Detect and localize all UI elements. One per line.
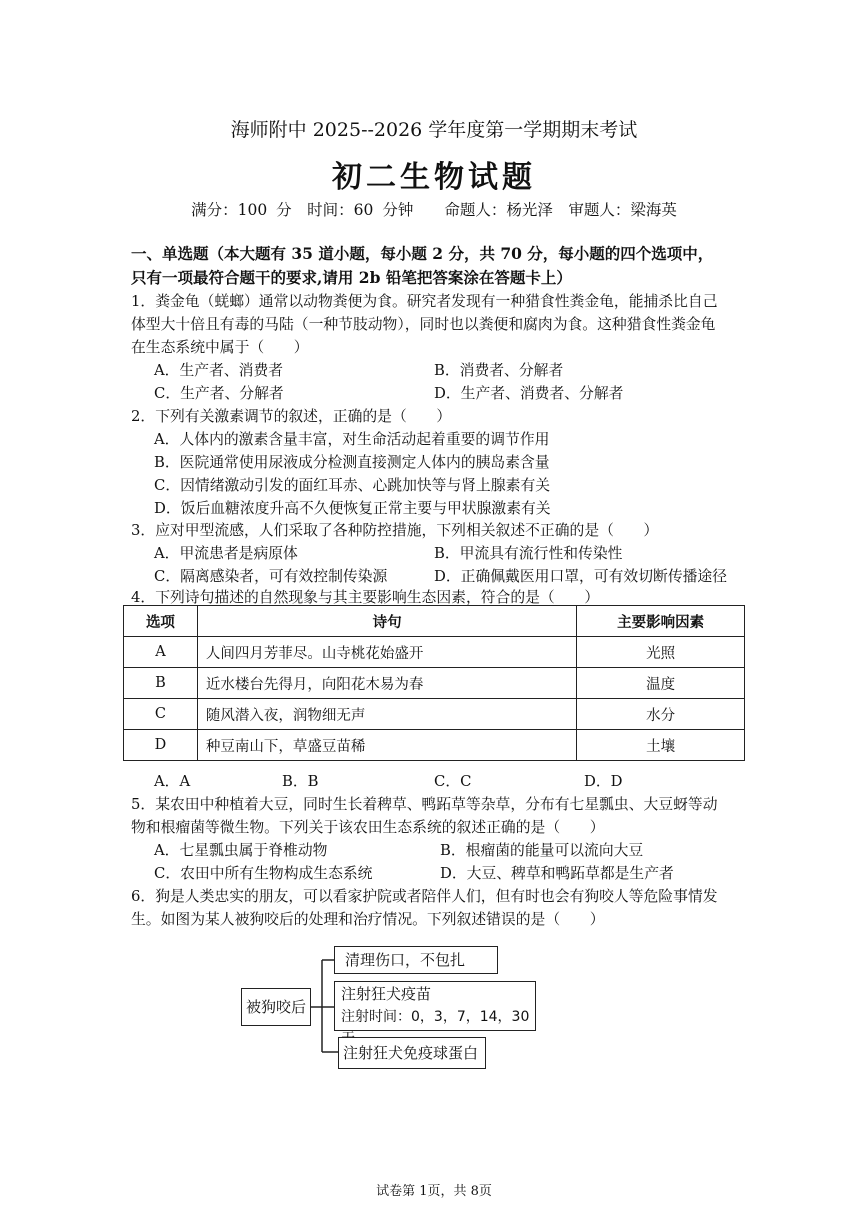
q3-option-d: D．正确佩戴医用口罩，可有效切断传播途径	[434, 568, 728, 585]
q3-option-b: B．甲流具有流行性和传染性	[434, 545, 623, 562]
table-cell: 人间四月芳菲尽。山寺桃花始盛开	[197, 637, 576, 668]
diagram-root-box	[241, 988, 311, 1026]
table-header: 诗句	[197, 606, 576, 637]
diagram-step-clean-wound	[334, 946, 498, 974]
table-cell: 温度	[577, 668, 745, 699]
diagram-root-label: 被狗咬后	[245, 998, 306, 1016]
table-cell: A	[124, 637, 198, 668]
table-cell: 水分	[577, 699, 745, 730]
q4-option-c: C．C	[434, 773, 472, 790]
table-cell: 近水楼台先得月，向阳花木易为春	[197, 668, 576, 699]
q1-stem-line1: 1．粪金龟（蜣螂）通常以动物粪便为食。研究者发现有一种猎食性粪金龟，能捕杀比自己	[131, 293, 718, 310]
table-cell: D	[124, 730, 198, 761]
table-cell: 种豆南山下，草盛豆苗稀	[197, 730, 576, 761]
q3-stem: 3．应对甲型流感，人们采取了各种防控措施，下列相关叙述不正确的是（ ）	[131, 522, 659, 539]
section-heading-line1: 一、单选题（本大题有 35 道小题，每小题 2 分，共 70 分，每小题的四个选项中，	[131, 244, 714, 263]
q6-stem-line2: 生。如图为某人被狗咬后的处理和治疗情况。下列叙述错误的是（ ）	[131, 911, 605, 928]
q2-stem: 2．下列有关激素调节的叙述，正确的是（ ）	[131, 408, 452, 425]
table-header: 选项	[124, 606, 198, 637]
exam-subtitle: 初二生物试题	[332, 160, 536, 195]
q5-stem-line2: 物和根瘤菌等微生物。下列关于该农田生态系统的叙述正确的是（ ）	[131, 819, 605, 836]
table-cell: 随风潜入夜，润物细无声	[197, 699, 576, 730]
table-cell: B	[124, 668, 198, 699]
q4-option-b: B．B	[282, 773, 319, 790]
q4-stem: 4．下列诗句描述的自然现象与其主要影响生态因素，符合的是（ ）	[131, 589, 600, 606]
table-header: 主要影响因素	[577, 606, 745, 637]
exam-title: 海师附中 2025--2026 学年度第一学期期末考试	[230, 119, 638, 141]
table-cell: C	[124, 699, 198, 730]
q3-option-a: A．甲流患者是病原体	[154, 545, 298, 562]
q2-option-c: C．因情绪激动引发的面红耳赤、心跳加快等与肾上腺素有关	[154, 477, 551, 494]
q4-option-d: D．D	[584, 773, 623, 790]
diagram-step-immunoglobulin	[338, 1037, 486, 1069]
q5-option-b: B．根瘤菌的能量可以流向大豆	[440, 842, 644, 859]
q5-option-c: C．农田中所有生物构成生态系统	[154, 865, 373, 882]
q5-option-d: D．大豆、稗草和鸭跖草都是生产者	[440, 865, 674, 882]
q2-option-a: A．人体内的激素含量丰富，对生命活动起着重要的调节作用	[154, 431, 550, 448]
q3-option-c: C．隔离感染者，可有效控制传染源	[154, 568, 388, 585]
q1-stem-line2: 体型大十倍且有毒的马陆（一种节肢动物），同时也以粪便和腐肉为食。这种猎食性粪金龟	[131, 316, 716, 333]
diagram-immunoglobulin-label: 注射狂犬免疫球蛋白	[343, 1044, 479, 1062]
diagram-vaccine-label: 注射狂犬疫苗	[341, 985, 432, 1003]
q6-stem-line1: 6．狗是人类忠实的朋友，可以看家护院或者陪伴人们，但有时也会有狗咬人等危险事情发	[131, 888, 718, 905]
diagram-vaccine-schedule: 注射时间：0，3，7，14，30	[341, 1009, 530, 1025]
q5-option-a: A．七星瓢虫属于脊椎动物	[154, 842, 328, 859]
diagram-step-clean-label: 清理伤口，不包扎	[345, 951, 466, 969]
q5-stem-line1: 5．某农田中种植着大豆，同时生长着稗草、鸭跖草等杂草，分布有七星瓢虫、大豆蚜等动	[131, 796, 718, 813]
q1-option-d: D．生产者、消费者、分解者	[434, 385, 624, 402]
page-footer: 试卷第 1页，共 8页	[376, 1184, 492, 1199]
q4-option-a: A．A	[154, 773, 191, 790]
table-cell: 光照	[577, 637, 745, 668]
q1-option-a: A．生产者、消费者	[154, 362, 284, 379]
q1-option-c: C．生产者、分解者	[154, 385, 284, 402]
q1-option-b: B．消费者、分解者	[434, 362, 564, 379]
q1-stem-line3: 在生态系统中属于（ ）	[131, 339, 309, 356]
q2-option-d: D．饭后血糖浓度升高不久便恢复正常主要与甲状腺激素有关	[154, 500, 551, 517]
section-heading-line2: 只有一项最符合题干的要求,请用 2b 铅笔把答案涂在答题卡上）	[131, 268, 572, 287]
q2-option-b: B．医院通常使用尿液成分检测直接测定人体内的胰岛素含量	[154, 454, 550, 471]
exam-meta: 满分：100 分 时间：60 分钟 命题人：杨光泽 审题人：梁海英	[191, 201, 677, 219]
table-cell: 土壤	[577, 730, 745, 761]
diagram-step-vaccine	[334, 981, 536, 1031]
